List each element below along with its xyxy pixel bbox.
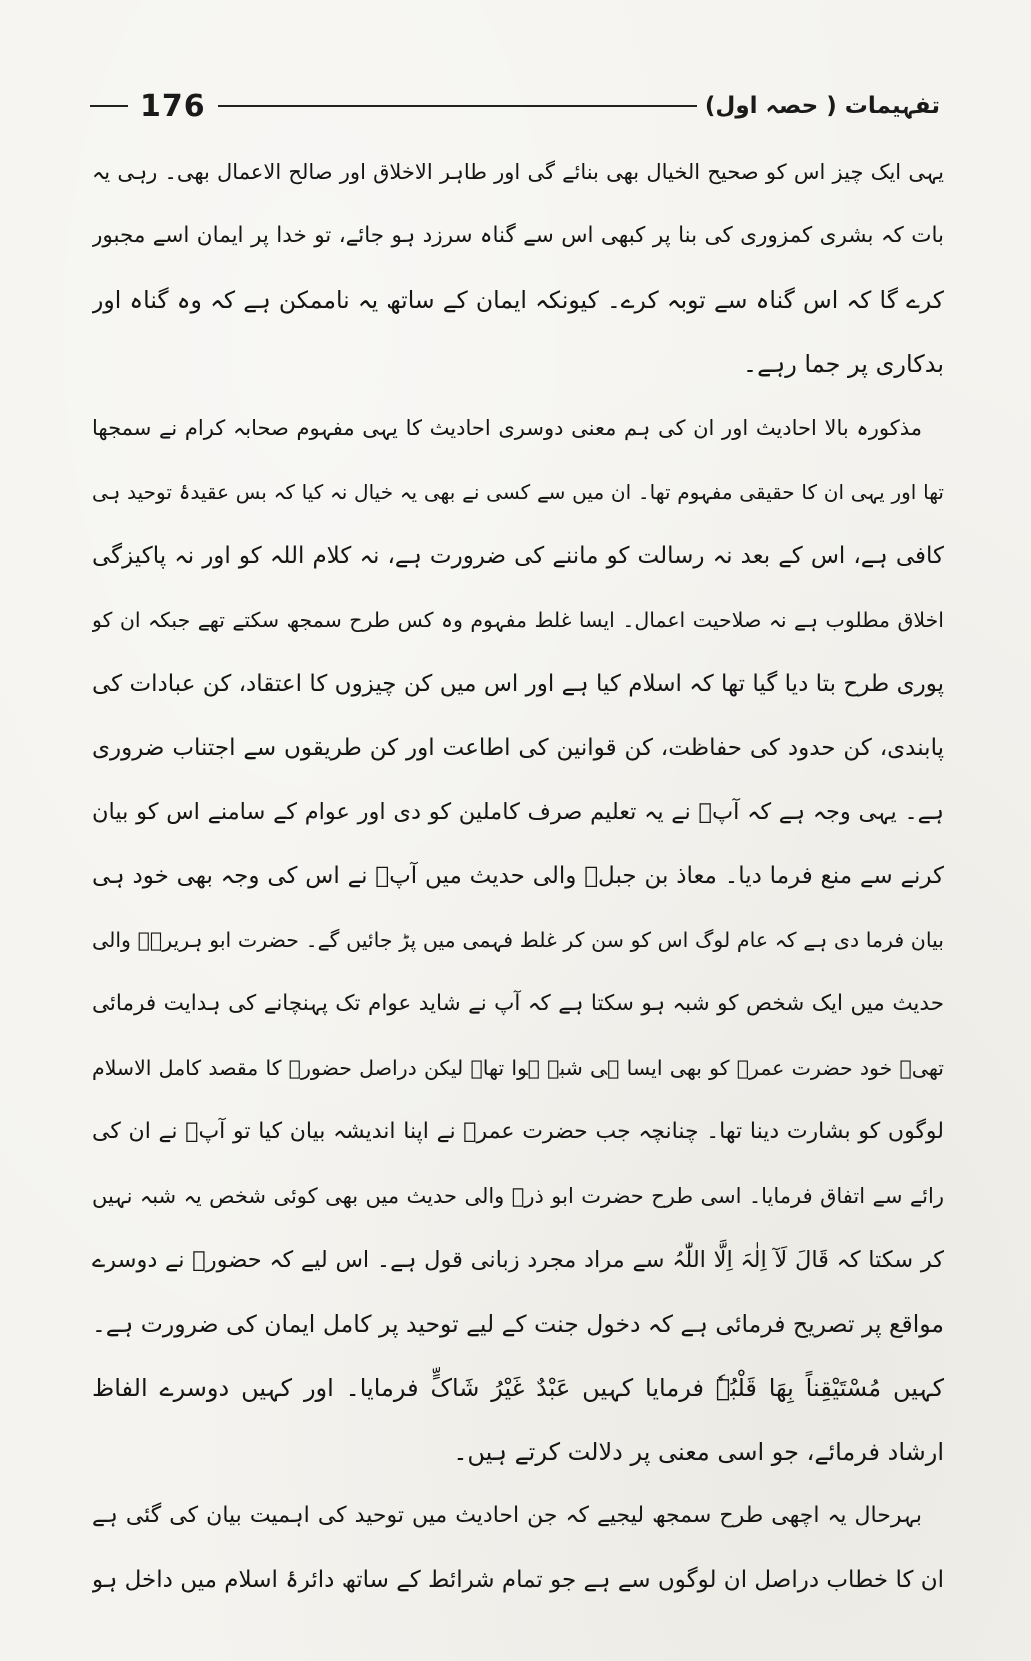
- text-line: پوری طرح بتا دیا گیا تھا کہ اسلام کیا ہے اور اس میں کن چیزوں کا اعتقاد، کن عبادات کی: [92, 671, 944, 697]
- running-title: تفہیمات ( حصہ اول): [704, 93, 940, 119]
- page-header: [90, 86, 940, 126]
- text-line: مواقع پر تصریح فرمائی ہے کہ دخول جنت کے لیے توحید پر کامل ایمان کی ضرورت ہے۔: [92, 1310, 944, 1338]
- text-line: لوگوں کو بشارت دینا تھا۔ چنانچہ جب حضرت عمرؓ نے اپنا اندیشہ بیان کیا تو آپؐ نے ان کی: [92, 1119, 944, 1144]
- text-line: یہی ایک چیز اس کو صحیح الخیال بھی بنائے گی اور طاہر الاخلاق اور صالح الاعمال بھی۔ رہی یہ: [92, 160, 944, 184]
- text-line: بہرحال یہ اچھی طرح سمجھ لیجیے کہ جن احادیث میں توحید کی اہمیت بیان کی گئی ہے: [92, 1503, 922, 1528]
- text-line: تھی۔ خود حضرت عمرؓ کو بھی ایسا ہی شبہ ہوا تھا۔ لیکن دراصل حضورؐ کا مقصد کامل الاسلام: [92, 1056, 944, 1080]
- text-line: ان کا خطاب دراصل ان لوگوں سے ہے جو تمام شرائط کے ساتھ دائرۂ اسلام میں داخل ہو: [92, 1567, 944, 1593]
- text-line: کافی ہے، اس کے بعد نہ رسالت کو ماننے کی ضرورت ہے، نہ کلام اللہ کو اور نہ پاکیزگی: [92, 543, 944, 569]
- text-line: کرے گا کہ اس گناہ سے توبہ کرے۔ کیونکہ ایمان کے ساتھ یہ ناممکن ہے کہ وہ گناہ اور: [92, 286, 944, 314]
- text-line: بات کہ بشری کمزوری کی بنا پر کبھی اس سے گناہ سرزد ہو جائے، تو خدا پر ایمان اسے مجبور: [92, 223, 944, 248]
- text-line: ارشاد فرمائے، جو اسی معنی پر دلالت کرتے ہیں۔: [453, 1438, 944, 1466]
- text-line: رائے سے اتفاق فرمایا۔ اسی طرح حضرت ابو ذرؓ والی حدیث میں بھی کوئی شخص یہ شبہ نہیں: [92, 1184, 944, 1208]
- text-line: بیان فرما دی ہے کہ عام لوگ اس کو سن کر غلط فہمی میں پڑ جائیں گے۔ حضرت ابو ہریرہؓ والی: [92, 928, 944, 952]
- text-line: کہیں مُسْتَیْقِناً بِھَا قَلْبُہٗ فرمایا کہیں عَبْدٌ غَیْرُ شَاکٍّ فرمایا۔ اور کہیں دوسرے الفاظ: [92, 1374, 944, 1402]
- body-text: [92, 140, 944, 1612]
- text-line: مذکورہ بالا احادیث اور ان کی ہم معنی دوسری احادیث کا یہی مفہوم صحابہ کرام نے سمجھا: [92, 416, 922, 440]
- text-line: تھا اور یہی ان کا حقیقی مفہوم تھا۔ ان میں سے کسی نے بھی یہ خیال نہ کیا کہ بس عقیدۂ توحید ہی: [92, 480, 944, 504]
- text-line: بدکاری پر جما رہے۔: [743, 350, 944, 378]
- header-rule: [218, 105, 697, 107]
- text-line: کر سکتا کہ قَالَ لَآ اِلٰہَ اِلَّا اللّٰہُ سے مراد مجرد زبانی قول ہے۔ اس لیے کہ حضورؐ نے دوسرے: [92, 1247, 944, 1273]
- text-line: حدیث میں ایک شخص کو شبہ ہو سکتا ہے کہ آپ نے شاید عوام تک پہنچانے کی ہدایت فرمائی: [92, 991, 944, 1016]
- text-line: ہے۔ یہی وجہ ہے کہ آپؐ نے یہ تعلیم صرف کاملین کو دی اور عوام کے سامنے اس کو بیان: [92, 799, 944, 825]
- text-line: اخلاق مطلوب ہے نہ صلاحیت اعمال۔ ایسا غلط مفہوم وہ کس طرح سمجھ سکتے تھے جبکہ ان کو: [92, 608, 944, 632]
- text-line: پابندی، کن حدود کی حفاظت، کن قوانین کی اطاعت اور کن طریقوں سے اجتناب ضروری: [92, 735, 944, 761]
- header-rule-left: [90, 105, 128, 107]
- page-number: 176: [140, 88, 206, 124]
- text-line: کرنے سے منع فرما دیا۔ معاذ بن جبلؓ والی حدیث میں آپؐ نے اس کی وجہ بھی خود ہی: [92, 863, 944, 889]
